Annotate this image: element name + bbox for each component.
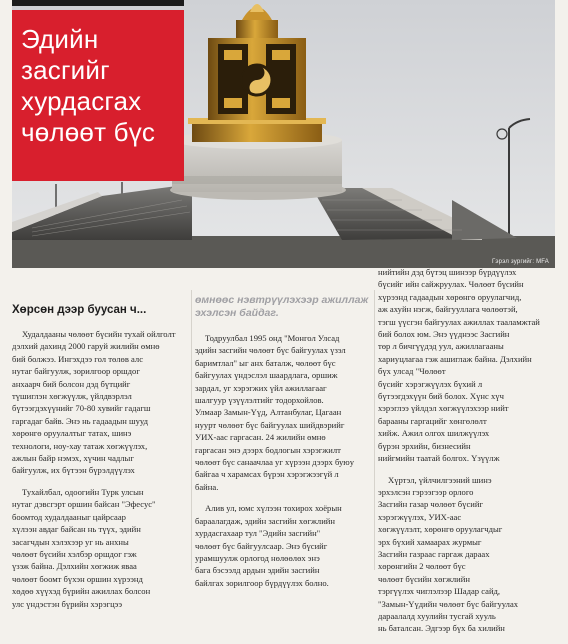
headline-line: хурдасгах: [21, 86, 142, 116]
text-line: урамшуулж орлогод нөлөөлөх энэ: [195, 552, 320, 563]
text-line: нутаг дэвсгэрт оршин байсан "Эфесус": [12, 499, 156, 510]
paragraph: [195, 502, 370, 589]
text-line: хүрээнд гадаадын хөрөнгө оруулагчид,: [378, 291, 522, 302]
headline-line: чөлөөт бүс: [21, 117, 156, 147]
text-line: байгуулж, их бүтээн бүрэлдүүлэх: [12, 465, 135, 476]
text-line: аж ахуйн нэгж, байгууллага чөлөөтэй,: [378, 304, 518, 315]
text-line: зардал, уг хэрэгжих үйл ажиллагааг: [195, 382, 327, 393]
text-line: Тодруулбал 1995 онд "Монгол Улсад: [205, 333, 340, 343]
text-line: чөлөөт бүс санаачлаа уг хүрээн дээрх буюу: [195, 457, 355, 468]
text-line: түшиглэн хөгжүүлж, үйлдвэрлэл: [12, 391, 132, 402]
text-line: хөрөнгийн 2 чөлөөт бүс: [378, 561, 466, 572]
text-line: гаргадаг байв. Энэ нь гадаадын шууд: [12, 415, 149, 426]
article-column-3: [378, 266, 558, 644]
text-line: нь баталсан. Эдгээр бүх ба хилийн: [378, 623, 505, 634]
text-line: бүтээгдэхүүн бий болох. Хүнс хүч: [378, 391, 504, 402]
text-line: бараалагдаж, эдийн засгийн хөгжлийн: [195, 515, 336, 526]
headline-box: [12, 10, 184, 181]
paragraph: [195, 332, 370, 493]
text-line: чөлөөт бүсийн хэлбэр оршдог гэж: [12, 548, 137, 559]
text-line: хийж. Ажил олгох шилжүүлэх: [378, 428, 490, 439]
text-line: хэрэгжүүлэх, УИХ-аас: [378, 511, 462, 522]
text-line: гаргасан энэ дээрх бодлогын хэрэгжилт: [195, 444, 341, 455]
text-line: чөлөөт боомт бүхэн оршин хүрээнд: [12, 573, 143, 584]
text-line: нуурт чөлөөт бүс байгуулах шийдвэрийг: [195, 419, 345, 430]
text-line: нутаг байгуулж, зорилгоор оршдог: [12, 366, 140, 377]
text-line: ажлын байр нэмэх, хүчин чадлыг: [12, 453, 134, 464]
text-line: тэргүүлэх чиглэлээр Шадар сайд,: [378, 586, 501, 597]
pull-quote: [195, 294, 370, 320]
text-line: эрх бүхий хамаарах журмыг: [378, 536, 482, 547]
paragraph: [12, 486, 188, 610]
text-line: дараалалд хуулийн тусгай хууль: [378, 610, 496, 621]
text-line: Засгийн газраас гаргаж дараах: [378, 548, 490, 559]
text-line: засагчдын хэлэхээр уг нь анхны: [12, 536, 129, 547]
paragraph: [12, 328, 188, 477]
headline-line: засгийг: [21, 55, 110, 85]
text-line: эрхэлсэн гэрээгээр орлого: [378, 486, 474, 497]
text-line: тэгш үүсгэн байгуулах ажиллах тааламжтай: [378, 316, 540, 327]
column-divider: [374, 290, 375, 570]
text-line: УИХ-аас гаргасан. 24 жилийн өмнө: [195, 432, 326, 443]
text-line: Хүртэл, үйлчилгээний шинэ: [388, 474, 492, 485]
text-line: боомтод худалдааныг цайрсаар: [12, 511, 126, 522]
text-line: хүлээн авдаг байсан нь түүх, эдийн: [12, 524, 141, 535]
text-line: бага бэсээлд ардын эдийн засгийн: [195, 565, 320, 576]
text-line: байлгах зорилгоор бүрдүүлэх болно.: [195, 577, 329, 588]
text-line: Улмаар Замын-Үүд, Алтанбулаг, Цагаан: [195, 407, 342, 418]
text-line: эдийн засгийн чөлөөт бүс байгуулах үзэл: [195, 345, 346, 356]
top-black-bar: [12, 0, 184, 6]
text-line: Худалдааны чөлөөт бүсийн тухай ойлголт: [22, 329, 176, 339]
text-line: Засгийн газар чөлөөт бүсийг: [378, 499, 484, 510]
section-subhead: Хөрсөн дээр буусан ч...: [12, 304, 147, 316]
article-column-2: [195, 278, 370, 598]
text-line: Алив ул, юмс хүлээн тохирох хоёрын: [205, 503, 342, 514]
text-line: байгуулах үндэслэл шаардлага, оршиж: [195, 370, 338, 381]
text-line: шалгуур үзүүлэлтийг тодорхойлов.: [195, 395, 324, 406]
pull-quote-line: эхэлсэн байдаг.: [195, 307, 279, 319]
text-line: барааны гаргацийг хөнгөлөлт: [378, 415, 487, 426]
text-line: бий болох юм. Энэ үүднээс Засгийн: [378, 329, 510, 340]
text-line: хэрэглээ үйлдэл хөгжүүлэхээр нийт: [378, 403, 509, 414]
text-line: хөгжүүлэлт, хөрөнгө оруулагчдыг: [378, 524, 503, 535]
text-line: бий болжээ. Ингэхдээ гол төлөв алс: [12, 353, 144, 364]
text-line: нийгмийн таатай болгох. Үзүүлж: [378, 453, 500, 464]
text-line: "Замын-Үүдийн чөлөөт бүс байгуулах: [378, 598, 519, 609]
headline-line: Эдийн: [21, 24, 99, 54]
column-divider: [191, 290, 192, 570]
text-line: дэлхий дахинд 2000 гаруй жилийн өмнө: [12, 341, 160, 352]
text-line: чөлөөт бүсийн хөгжлийн: [378, 573, 470, 584]
text-line: бүсийг хэрэгжүүлэх бүхий л: [378, 378, 483, 389]
article-column-1: [12, 278, 188, 619]
text-line: байна.: [195, 481, 219, 492]
text-line: Тухайлбал, одоогийн Турк улсын: [22, 486, 144, 497]
pull-quote-line: өмнөөс нэвтрүүлэхээр ажиллаж: [195, 294, 369, 306]
text-line: хөрөнгө оруулалтыг татах, шинэ: [12, 428, 132, 439]
text-line: хөдөө хүүхэд бүрийн ажиллах болсон: [12, 586, 151, 597]
text-line: төр л бичгүүдэд уул, ажиллагааны: [378, 341, 504, 352]
text-line: бүтээгдэхүүнийг 70-80 хувийг гадагш: [12, 403, 151, 414]
text-line: байгаа ч харамсах бүрэн хэрэгжээгүй л: [195, 469, 339, 480]
text-line: технологи, ноу-хау татаж хөгжүүлэх,: [12, 440, 148, 451]
text-line: бүсийг ийн сайжруулах. Чөлөөт бүсийн: [378, 279, 524, 290]
text-line: бүрэн эрхийн, бизнесийн: [378, 440, 471, 451]
paragraph: [378, 474, 558, 635]
text-line: нийтийн дэд бүтэц шинээр бүрдүүлэх: [378, 267, 517, 277]
text-line: бүх улсад "Чөлөөт: [378, 366, 446, 377]
paragraph: [378, 266, 558, 465]
text-line: анхаарч бий болсон дэд бүтцийг: [12, 378, 131, 389]
text-line: хурдасгахаар тул "Эдийн засгийн": [195, 528, 321, 539]
text-line: улс үндэстэн бүрийн хэрэгцээ: [12, 598, 123, 609]
text-line: үзэж байна. Дэлхийн хөгжиж яваа: [12, 561, 137, 572]
text-line: хариуцлагаа гэж ашиглаж байна. Дэлхийн: [378, 353, 532, 364]
text-line: баримтлал" ыг анх баталж, чөлөөт бүс: [195, 357, 336, 368]
text-line: чөлөөт бүс байгуулсаар. Энэ бүсийг: [195, 540, 328, 551]
photo-caption: Гэрэл зургийг: MFA: [491, 259, 549, 265]
